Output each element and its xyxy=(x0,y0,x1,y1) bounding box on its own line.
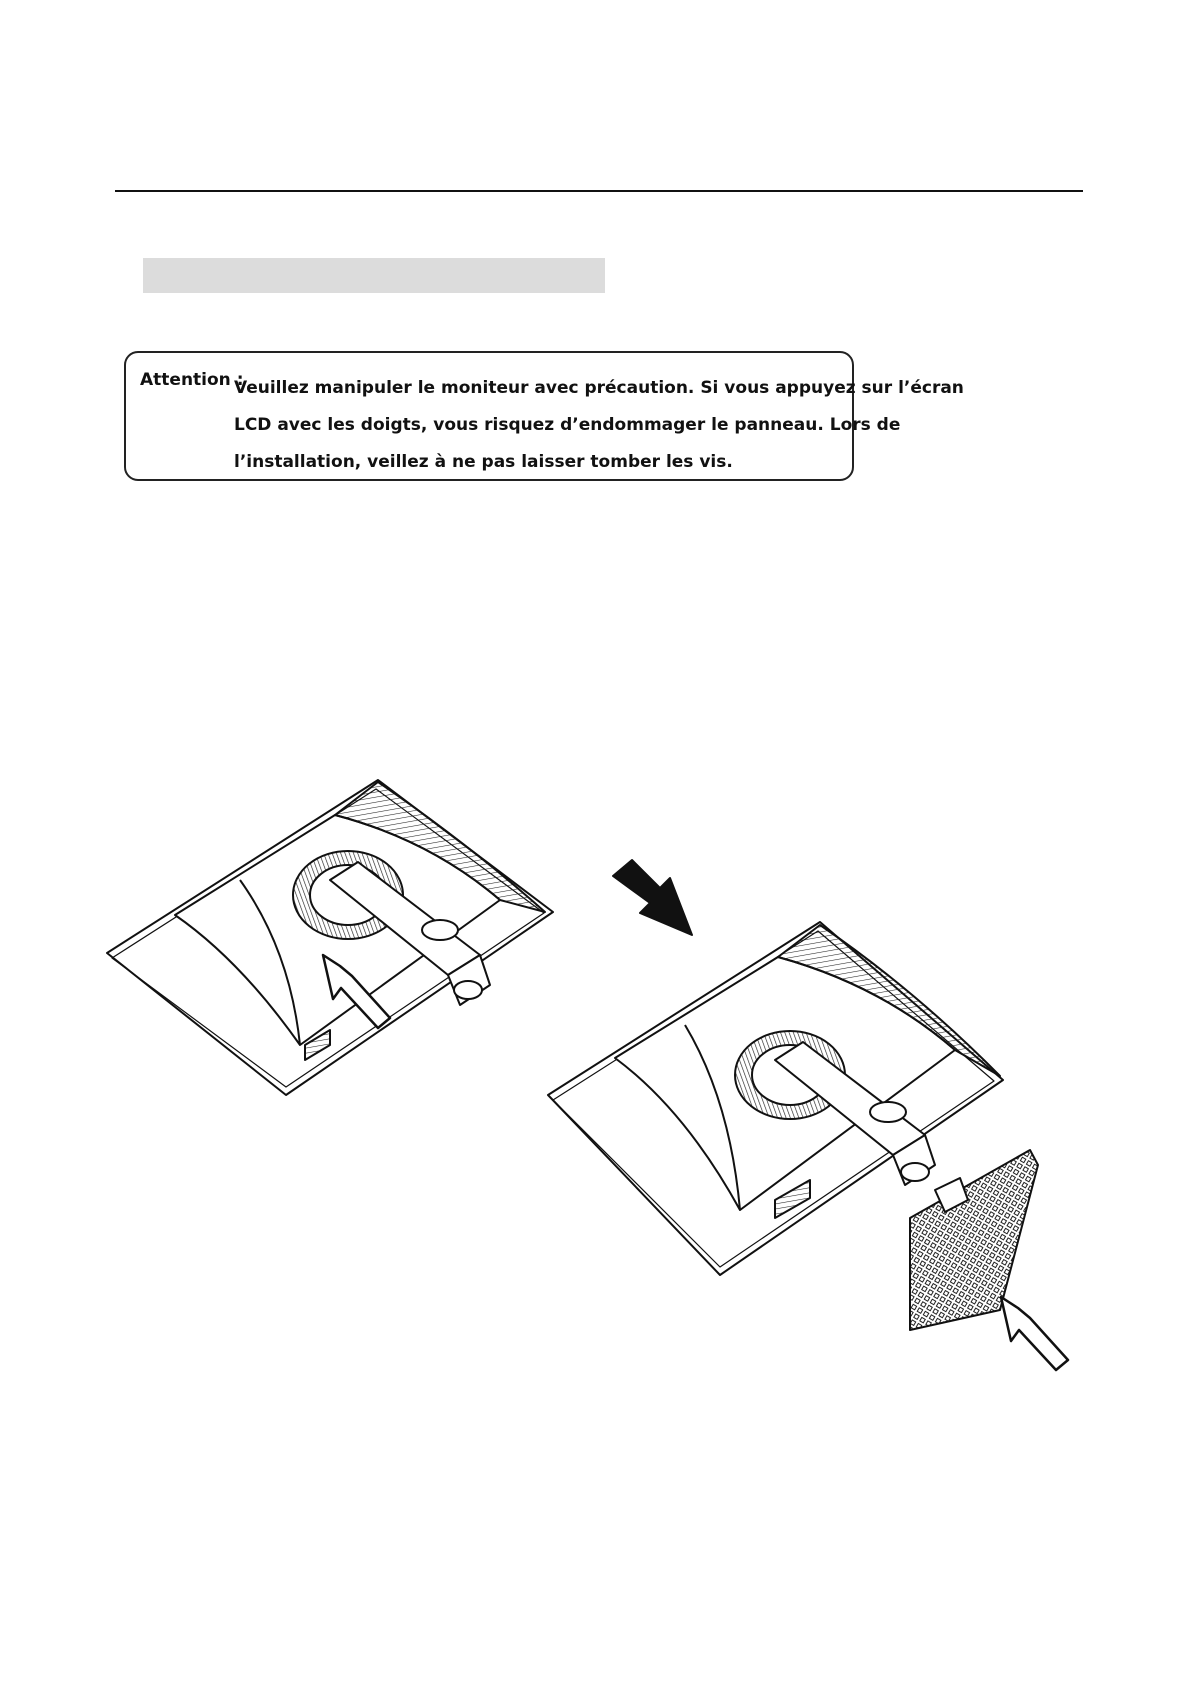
solid-arrow-icon xyxy=(613,860,692,935)
monitor-left-figure xyxy=(107,780,553,1095)
attention-label: Attention : xyxy=(140,370,244,390)
attention-line: l’installation, veillez à ne pas laisser tomber les vis. xyxy=(234,452,733,472)
stand-base-plate xyxy=(910,1150,1038,1330)
outline-arrow-icon xyxy=(1001,1297,1068,1370)
attention-line: LCD avec les doigts, vous risquez d’endommager le panneau. Lors de xyxy=(234,415,901,435)
attention-line: Veuillez manipuler le moniteur avec précaution. Si vous appuyez sur l’écran xyxy=(234,378,964,398)
